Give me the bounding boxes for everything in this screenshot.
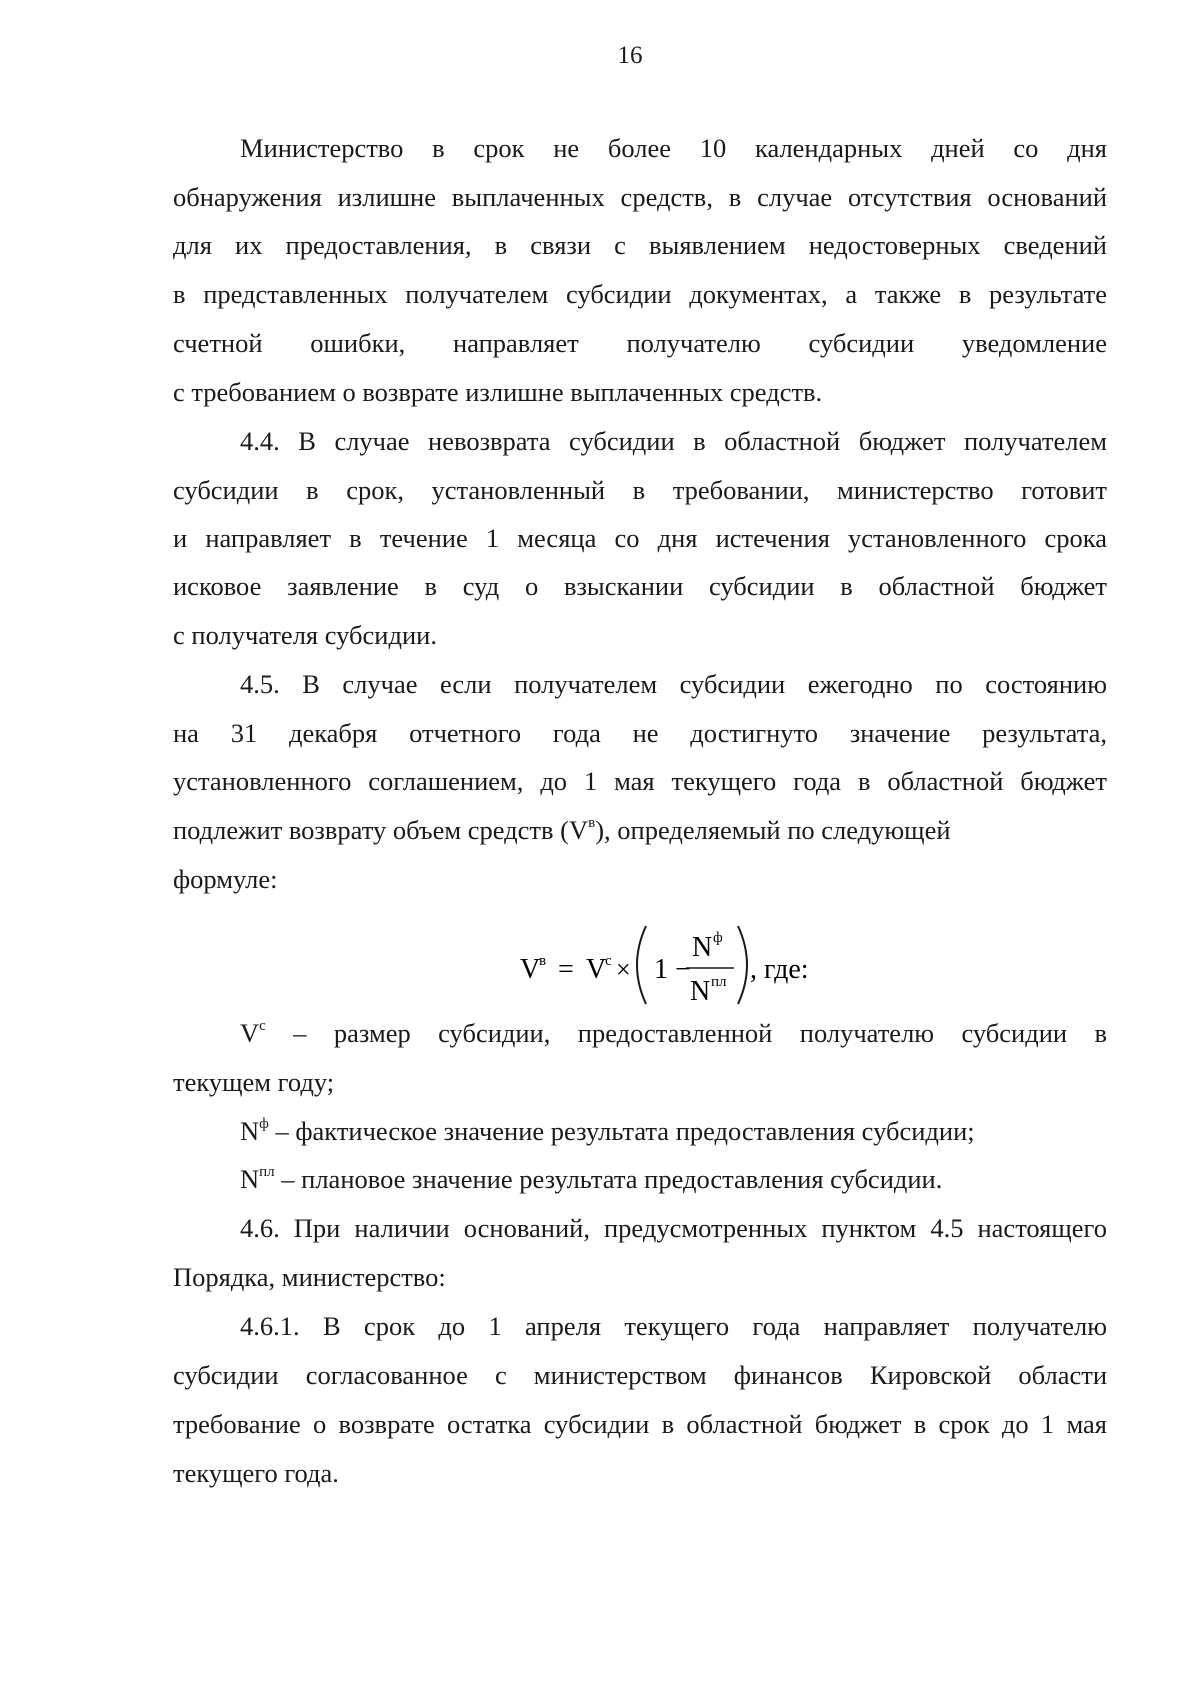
text-line: 4.5. В случае если получателем субсидии ежегодно по состоянию <box>240 669 1107 699</box>
formula-times: × <box>616 955 631 984</box>
page-number: 16 <box>617 42 643 69</box>
text-line: с требованием о возврате излишне выплаченных средств. <box>173 377 823 407</box>
formula-lhs: V <box>520 954 541 985</box>
text-line: текущего года. <box>173 1458 339 1488</box>
text-fragment: ), определяемый по следующей <box>595 815 951 845</box>
formula-vc-sup: с <box>605 953 612 969</box>
text-line: требование о возврате остатка субсидии в областной бюджет в срок до 1 мая <box>173 1409 1107 1439</box>
text-line: формуле: <box>173 864 278 894</box>
formula-eq: = <box>558 954 574 985</box>
text-line: 4.4. В случае невозврата субсидии в областной бюджет получателем <box>240 426 1107 456</box>
superscript: в <box>588 815 596 831</box>
formula-lhs-sup: в <box>539 953 547 969</box>
text-line: субсидии в срок, установленный в требовании, министерство готовит <box>173 475 1107 505</box>
superscript: ф <box>259 1116 269 1132</box>
definition-text: – плановое значение результата предоставления субсидии. <box>274 1164 943 1194</box>
text-line: в представленных получателем субсидии документах, а также в результате <box>173 279 1107 309</box>
right-paren <box>738 926 747 1004</box>
formula-den: N <box>690 976 711 1007</box>
text-line: Порядка, министерство: <box>173 1262 446 1292</box>
text-line: Министерство в срок не более 10 календарных дней со дня <box>240 133 1107 163</box>
definition-vc <box>240 1015 1107 1051</box>
text-line: с получателя субсидии. <box>173 620 437 650</box>
left-paren <box>637 926 646 1004</box>
text-line: для их предоставления, в связи с выявлением недостоверных сведений <box>173 230 1107 260</box>
formula-one-minus: 1 − <box>654 954 691 985</box>
text-fragment: подлежит возврату объем средств (V <box>173 815 589 845</box>
text-segment <box>173 812 951 848</box>
text-line: и направляет в течение 1 месяца со дня истечения установленного срока <box>173 523 1107 553</box>
superscript: пл <box>259 1164 275 1180</box>
text-line: счетной ошибки, направляет получателю субсидии уведомление <box>173 328 1107 358</box>
definition-npl <box>240 1161 1107 1197</box>
symbol-base: N <box>240 1116 260 1146</box>
text-line: текущем году; <box>173 1067 335 1097</box>
symbol-base: V <box>240 1018 260 1048</box>
superscript: с <box>259 1018 266 1034</box>
formula-svg <box>520 920 840 1010</box>
formula-num: N <box>692 932 713 963</box>
formula-suffix: , где: <box>750 954 809 985</box>
text-line: исковое заявление в суд о взыскании субсидии в областной бюджет <box>173 571 1107 601</box>
text-line: на 31 декабря отчетного года не достигнуто значение результата, <box>173 718 1107 748</box>
formula-vc: V <box>586 954 607 985</box>
text-line: 4.6.1. В срок до 1 апреля текущего года направляет получателю <box>240 1311 1107 1341</box>
definition-text: – фактическое значение результата предоставления субсидии; <box>268 1116 975 1146</box>
definition-text: – размер субсидии, предоставленной получателю субсидии в <box>265 1018 1107 1048</box>
symbol <box>240 1015 266 1051</box>
text-line <box>173 812 1107 848</box>
text-line: обнаружения излишне выплаченных средств, в случае отсутствия оснований <box>173 182 1107 212</box>
text-line: установленного соглашением, до 1 мая текущего года в областной бюджет <box>173 766 1107 796</box>
text-line: субсидии согласованное с министерством финансов Кировской области <box>173 1360 1107 1390</box>
text-line: 4.6. При наличии оснований, предусмотренных пунктом 4.5 настоящего <box>240 1213 1107 1243</box>
formula <box>520 920 840 1010</box>
formula-num-sup: ф <box>713 930 723 946</box>
formula-den-sup: пл <box>711 974 727 990</box>
definition-nf <box>240 1113 1107 1149</box>
symbol-base: N <box>240 1164 260 1194</box>
